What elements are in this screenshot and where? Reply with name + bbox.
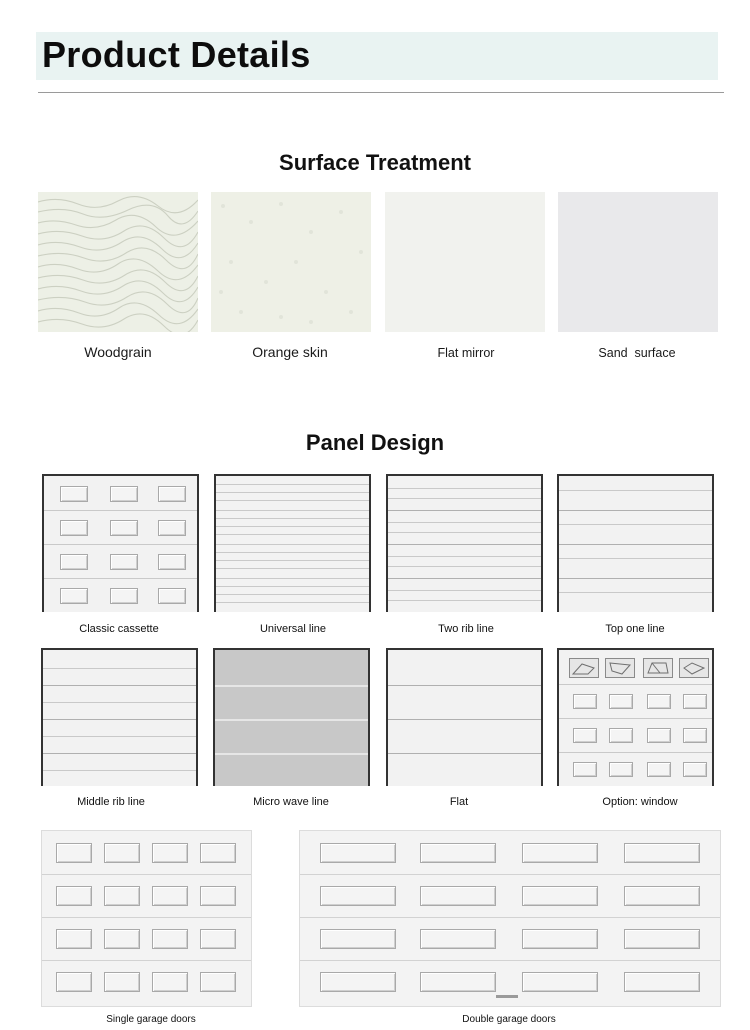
- swatch-label-woodgrain: Woodgrain: [84, 344, 152, 360]
- double-garage-label: Double garage doors: [462, 1014, 556, 1025]
- orange-skin-texture: [211, 192, 371, 332]
- window-pane-icon: [643, 658, 673, 678]
- swatch-flat-mirror: [385, 192, 545, 332]
- window-pane-icon: [605, 658, 635, 678]
- panel-flat: [386, 648, 543, 786]
- panel-classic-cassette: [42, 474, 199, 612]
- panel-middle-rib-line: [41, 648, 198, 786]
- swatch-label-orange-skin: Orange skin: [252, 344, 328, 360]
- panel-micro-wave-line: [213, 648, 370, 786]
- panel-design-heading: Panel Design: [305, 430, 445, 455]
- header-divider: [38, 92, 724, 93]
- panel-label-micro-wave-line: Micro wave line: [253, 796, 329, 808]
- single-garage-label: Single garage doors: [106, 1014, 196, 1025]
- surface-treatment-heading: Surface Treatment: [279, 150, 471, 175]
- page-title: Product Details: [42, 34, 311, 75]
- door-handle-icon: [496, 995, 518, 998]
- swatch-orange-skin: [211, 192, 371, 332]
- panel-two-rib-line: [386, 474, 543, 612]
- panel-top-one-line: [557, 474, 714, 612]
- panel-universal-line: [214, 474, 371, 612]
- double-garage-door: [299, 830, 721, 1007]
- woodgrain-texture: [38, 192, 198, 332]
- panel-label-universal-line: Universal line: [259, 623, 327, 635]
- panel-label-option-window: Option: window: [602, 796, 678, 808]
- swatch-woodgrain: [38, 192, 198, 332]
- swatch-label-flat-mirror: Flat mirror: [437, 346, 495, 360]
- panel-label-two-rib-line: Two rib line: [438, 623, 494, 635]
- panel-label-middle-rib-line: Middle rib line: [77, 796, 145, 808]
- swatch-sand-surface: [558, 192, 718, 332]
- panel-label-flat: Flat: [449, 796, 469, 808]
- single-garage-door: [41, 830, 252, 1007]
- swatch-label-sand-surface: Sand surface: [598, 346, 676, 360]
- window-pane-icon: [679, 658, 709, 678]
- panel-label-top-one-line: Top one line: [605, 623, 665, 635]
- panel-label-classic-cassette: Classic cassette: [79, 623, 159, 635]
- window-pane-icon: [569, 658, 599, 678]
- panel-option-window: [557, 648, 714, 786]
